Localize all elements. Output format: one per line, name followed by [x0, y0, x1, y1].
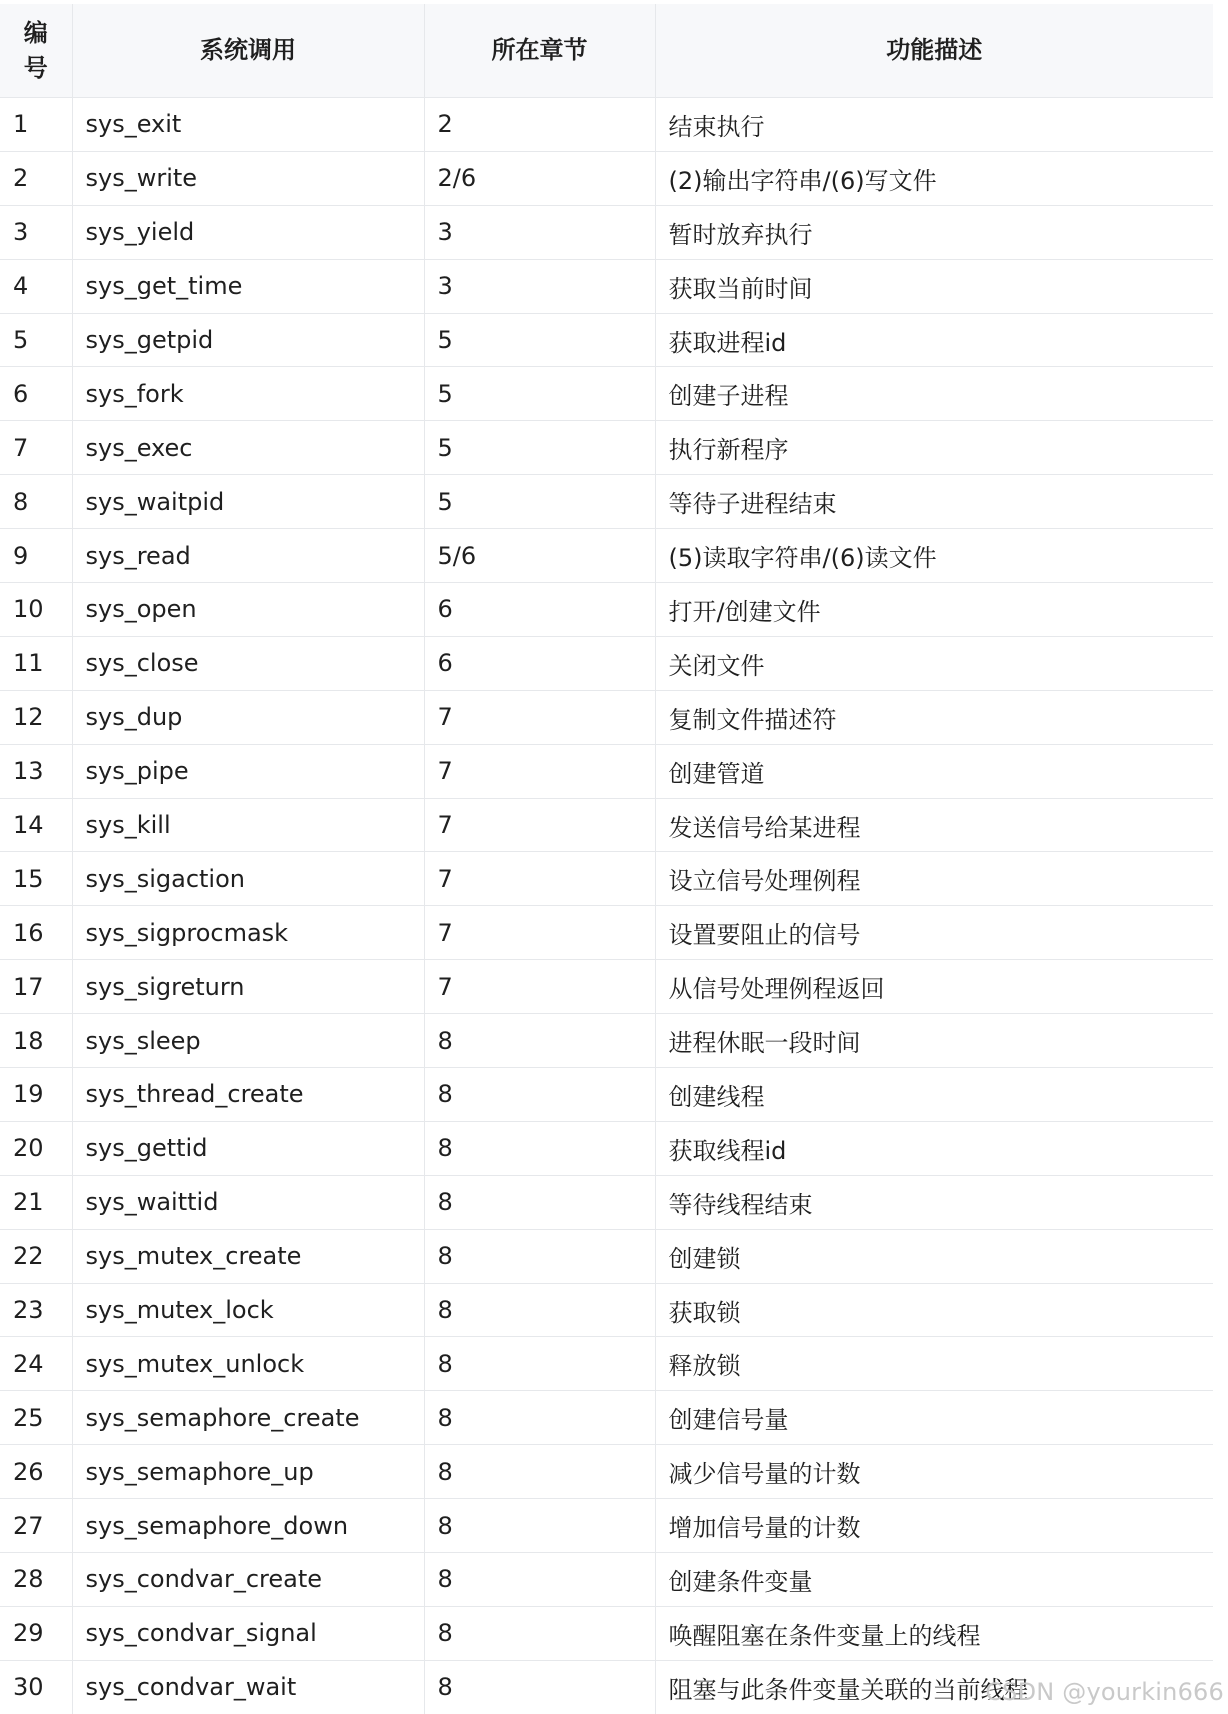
cell-chapter: 5 [424, 367, 655, 421]
cell-chapter: 8 [424, 1337, 655, 1391]
table-row [0, 1014, 1213, 1068]
cell-chapter: 3 [424, 205, 655, 259]
table-body [0, 98, 1213, 1714]
table-header [0, 4, 1213, 98]
cell-description: 打开/创建文件 [655, 583, 1213, 637]
cell-number: 2 [0, 151, 72, 205]
table-row [0, 421, 1213, 475]
cell-number: 7 [0, 421, 72, 475]
cell-chapter: 7 [424, 690, 655, 744]
cell-chapter: 7 [424, 798, 655, 852]
cell-description: 等待子进程结束 [655, 475, 1213, 529]
cell-number: 17 [0, 960, 72, 1014]
cell-syscall: sys_exit [72, 98, 424, 152]
cell-description: 获取进程id [655, 313, 1213, 367]
header-number: 编号 [0, 4, 72, 98]
table-row [0, 259, 1213, 313]
cell-chapter: 7 [424, 744, 655, 798]
table-row [0, 151, 1213, 205]
cell-chapter: 8 [424, 1445, 655, 1499]
cell-syscall: sys_condvar_signal [72, 1606, 424, 1660]
cell-chapter: 5/6 [424, 529, 655, 583]
syscall-table-container [0, 4, 1213, 1714]
cell-number: 29 [0, 1606, 72, 1660]
cell-number: 26 [0, 1445, 72, 1499]
cell-chapter: 8 [424, 1283, 655, 1337]
cell-description: 增加信号量的计数 [655, 1499, 1213, 1553]
cell-description: 暂时放弃执行 [655, 205, 1213, 259]
cell-number: 1 [0, 98, 72, 152]
syscall-table [0, 4, 1213, 1714]
cell-syscall: sys_get_time [72, 259, 424, 313]
header-syscall: 系统调用 [72, 4, 424, 98]
cell-chapter: 6 [424, 583, 655, 637]
cell-number: 23 [0, 1283, 72, 1337]
cell-number: 25 [0, 1391, 72, 1445]
cell-syscall: sys_waittid [72, 1175, 424, 1229]
cell-syscall: sys_close [72, 636, 424, 690]
cell-description: 创建子进程 [655, 367, 1213, 421]
cell-description: 结束执行 [655, 98, 1213, 152]
cell-description: 获取锁 [655, 1283, 1213, 1337]
cell-chapter: 8 [424, 1606, 655, 1660]
cell-chapter: 5 [424, 313, 655, 367]
cell-syscall: sys_sigaction [72, 852, 424, 906]
cell-description: 关闭文件 [655, 636, 1213, 690]
cell-number: 27 [0, 1499, 72, 1553]
watermark: CSDN @yourkin666 [985, 1678, 1224, 1706]
cell-syscall: sys_sleep [72, 1014, 424, 1068]
cell-chapter: 8 [424, 1121, 655, 1175]
cell-description: (5)读取字符串/(6)读文件 [655, 529, 1213, 583]
cell-chapter: 5 [424, 475, 655, 529]
cell-syscall: sys_fork [72, 367, 424, 421]
table-row [0, 1499, 1213, 1553]
cell-chapter: 8 [424, 1553, 655, 1607]
cell-syscall: sys_exec [72, 421, 424, 475]
cell-syscall: sys_condvar_create [72, 1553, 424, 1607]
table-row [0, 1068, 1213, 1122]
cell-description: (2)输出字符串/(6)写文件 [655, 151, 1213, 205]
cell-syscall: sys_semaphore_create [72, 1391, 424, 1445]
cell-description: 进程休眠一段时间 [655, 1014, 1213, 1068]
table-row [0, 98, 1213, 152]
cell-description: 创建管道 [655, 744, 1213, 798]
cell-syscall: sys_condvar_wait [72, 1660, 424, 1713]
cell-syscall: sys_mutex_unlock [72, 1337, 424, 1391]
cell-number: 9 [0, 529, 72, 583]
header-row [0, 4, 1213, 98]
cell-number: 18 [0, 1014, 72, 1068]
cell-syscall: sys_thread_create [72, 1068, 424, 1122]
cell-syscall: sys_mutex_create [72, 1229, 424, 1283]
cell-syscall: sys_kill [72, 798, 424, 852]
cell-syscall: sys_read [72, 529, 424, 583]
cell-number: 19 [0, 1068, 72, 1122]
cell-syscall: sys_yield [72, 205, 424, 259]
cell-number: 24 [0, 1337, 72, 1391]
cell-number: 8 [0, 475, 72, 529]
cell-number: 28 [0, 1553, 72, 1607]
cell-description: 阻塞与此条件变量关联的当前线程 [668, 1675, 1029, 1704]
cell-chapter: 7 [424, 906, 655, 960]
table-row [0, 1553, 1213, 1607]
header-description: 功能描述 [655, 4, 1213, 98]
cell-description: 创建锁 [655, 1229, 1213, 1283]
table-row [0, 475, 1213, 529]
cell-number: 5 [0, 313, 72, 367]
cell-chapter: 8 [424, 1068, 655, 1122]
cell-chapter: 8 [424, 1391, 655, 1445]
cell-number: 13 [0, 744, 72, 798]
cell-description: 复制文件描述符 [655, 690, 1213, 744]
cell-description: 从信号处理例程返回 [655, 960, 1213, 1014]
cell-syscall: sys_semaphore_up [72, 1445, 424, 1499]
cell-chapter: 3 [424, 259, 655, 313]
cell-syscall: sys_sigprocmask [72, 906, 424, 960]
cell-chapter: 7 [424, 960, 655, 1014]
cell-chapter: 8 [424, 1014, 655, 1068]
cell-description: 创建条件变量 [655, 1553, 1213, 1607]
table-row [0, 1229, 1213, 1283]
cell-description: 设立信号处理例程 [655, 852, 1213, 906]
cell-number: 4 [0, 259, 72, 313]
table-row [0, 636, 1213, 690]
cell-chapter: 6 [424, 636, 655, 690]
table-row [0, 744, 1213, 798]
cell-description: 执行新程序 [655, 421, 1213, 475]
cell-description: 释放锁 [655, 1337, 1213, 1391]
table-row [0, 529, 1213, 583]
cell-description: 创建信号量 [655, 1391, 1213, 1445]
cell-description: 等待线程结束 [655, 1175, 1213, 1229]
cell-chapter: 5 [424, 421, 655, 475]
cell-syscall: sys_write [72, 151, 424, 205]
table-row [0, 1445, 1213, 1499]
header-chapter: 所在章节 [424, 4, 655, 98]
cell-syscall: sys_open [72, 583, 424, 637]
cell-description: 减少信号量的计数 [655, 1445, 1213, 1499]
cell-description: 发送信号给某进程 [655, 798, 1213, 852]
cell-number: 11 [0, 636, 72, 690]
cell-number: 6 [0, 367, 72, 421]
table-row [0, 313, 1213, 367]
table-row [0, 1337, 1213, 1391]
table-row [0, 906, 1213, 960]
table-row [0, 367, 1213, 421]
cell-description: 唤醒阻塞在条件变量上的线程 [655, 1606, 1213, 1660]
cell-description: 创建线程 [655, 1068, 1213, 1122]
cell-number: 10 [0, 583, 72, 637]
table-row [0, 1606, 1213, 1660]
cell-syscall: sys_mutex_lock [72, 1283, 424, 1337]
cell-chapter: 8 [424, 1660, 655, 1713]
cell-number: 12 [0, 690, 72, 744]
cell-number: 22 [0, 1229, 72, 1283]
table-row [0, 1391, 1213, 1445]
cell-syscall: sys_semaphore_down [72, 1499, 424, 1553]
cell-chapter: 2/6 [424, 151, 655, 205]
cell-chapter: 8 [424, 1175, 655, 1229]
table-row [0, 1121, 1213, 1175]
cell-number: 20 [0, 1121, 72, 1175]
cell-syscall: sys_sigreturn [72, 960, 424, 1014]
cell-chapter: 8 [424, 1229, 655, 1283]
cell-chapter: 7 [424, 852, 655, 906]
cell-number: 16 [0, 906, 72, 960]
cell-number: 14 [0, 798, 72, 852]
cell-description: 设置要阻止的信号 [655, 906, 1213, 960]
cell-number: 30 [0, 1660, 72, 1713]
cell-number: 15 [0, 852, 72, 906]
table-row [0, 205, 1213, 259]
table-row [0, 1175, 1213, 1229]
cell-syscall: sys_getpid [72, 313, 424, 367]
table-row [0, 852, 1213, 906]
cell-description: 获取线程id [655, 1121, 1213, 1175]
table-row [0, 798, 1213, 852]
table-row [0, 1283, 1213, 1337]
table-row [0, 690, 1213, 744]
cell-syscall: sys_pipe [72, 744, 424, 798]
cell-syscall: sys_dup [72, 690, 424, 744]
table-row [0, 960, 1213, 1014]
cell-syscall: sys_waitpid [72, 475, 424, 529]
cell-chapter: 8 [424, 1499, 655, 1553]
cell-syscall: sys_gettid [72, 1121, 424, 1175]
cell-chapter: 2 [424, 98, 655, 152]
cell-number: 21 [0, 1175, 72, 1229]
table-row [0, 583, 1213, 637]
cell-number: 3 [0, 205, 72, 259]
cell-description: 获取当前时间 [655, 259, 1213, 313]
